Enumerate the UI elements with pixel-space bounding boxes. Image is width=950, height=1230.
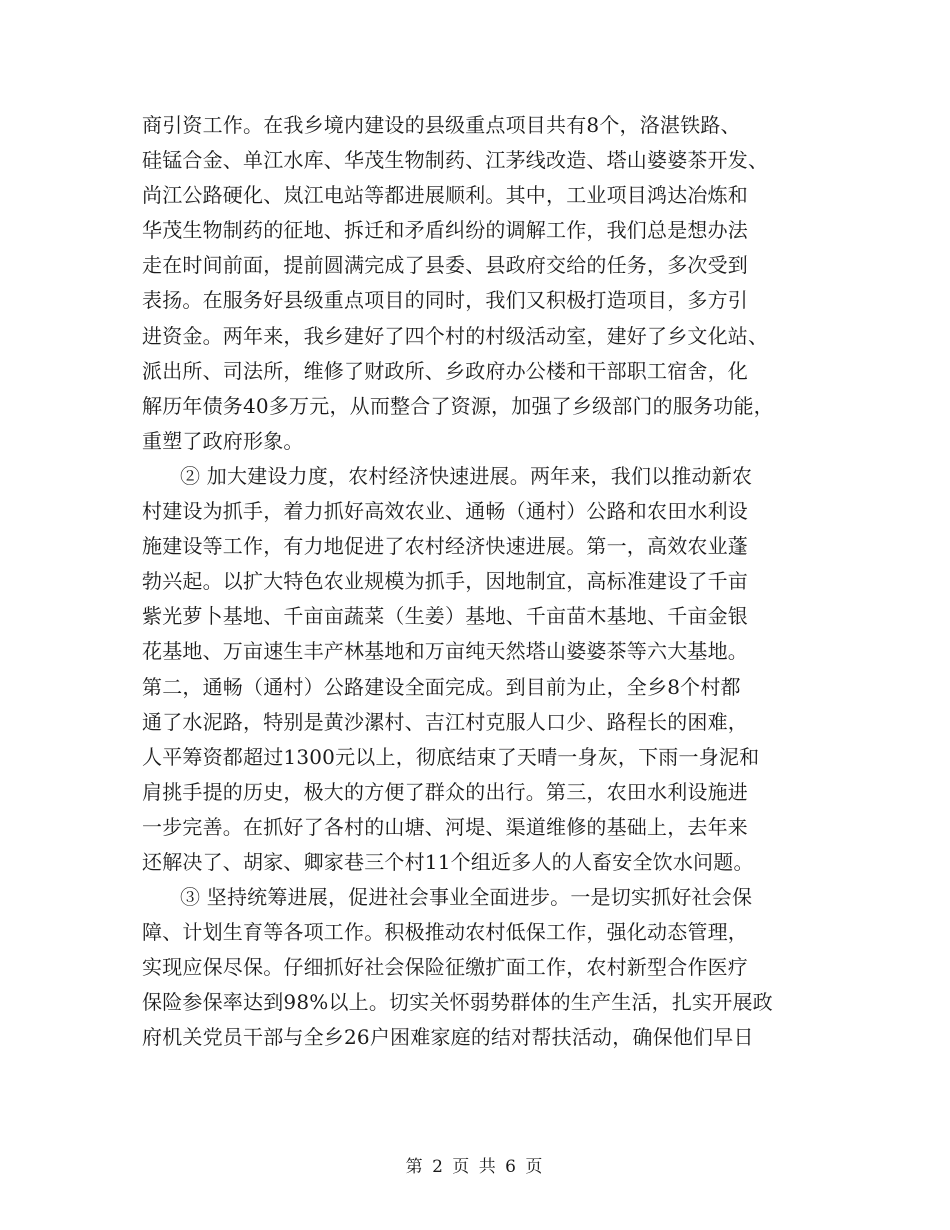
body-text xyxy=(142,108,822,1056)
text-line: 保险参保率达到98%以上。切实关怀弱势群体的生产生活，扎实开展政 xyxy=(142,990,773,1015)
text-line: 勃兴起。以扩大特色农业规模为抓手，因地制宜，高标准建设了千亩 xyxy=(142,569,748,594)
text-line: 肩挑手提的历史，极大的方便了群众的出行。第三，农田水利设施进 xyxy=(142,779,748,804)
text-line: ② 加大建设力度，农村经济快速进展。两年来，我们以推动新农 xyxy=(180,463,753,488)
text-line: 通了水泥路，特别是黄沙漯村、吉江村克服人口少、路程长的困难， xyxy=(142,709,748,734)
text-line: 实现应保尽保。仔细抓好社会保险征缴扩面工作，农村新型合作医疗 xyxy=(142,955,748,980)
text-line: 紫光萝卜基地、千亩亩蔬菜（生姜）基地、千亩苗木基地、千亩金银 xyxy=(142,604,748,629)
text-line: 重塑了政府形象。 xyxy=(142,428,304,453)
text-line: 解历年债务40多万元，从而整合了资源，加强了乡级部门的服务功能， xyxy=(142,393,774,418)
text-line: 派出所、司法所，维修了财政所、乡政府办公楼和干部职工宿舍，化 xyxy=(142,358,748,383)
text-line: ③ 坚持统筹进展，促进社会事业全面进步。一是切实抓好社会保 xyxy=(180,885,753,910)
text-line: 还解决了、胡家、卿家巷三个村11个组近多人的人畜安全饮水问题。 xyxy=(142,849,754,874)
text-line: 进资金。两年来，我乡建好了四个村的村级活动室，建好了乡文化站、 xyxy=(142,323,769,348)
text-line: 硅锰合金、单江水库、华茂生物制药、江茅线改造、塔山婆婆茶开发、 xyxy=(142,148,769,173)
text-line: 走在时间前面，提前圆满完成了县委、县政府交给的任务，多次受到 xyxy=(142,253,748,278)
text-line: 障、计划生育等各项工作。积极推动农村低保工作，强化动态管理， xyxy=(142,920,748,945)
text-line: 人平筹资都超过1300元以上，彻底结束了天晴一身灰，下雨一身泥和 xyxy=(142,744,760,769)
text-line: 花基地、万亩速生丰产林基地和万亩纯天然塔山婆婆茶等六大基地。 xyxy=(142,639,748,664)
text-line: 商引资工作。在我乡境内建设的县级重点项目共有8个，洛湛铁路、 xyxy=(142,113,741,137)
text-line: 施建设等工作，有力地促进了农村经济快速进展。第一，高效农业蓬 xyxy=(142,534,748,559)
text-line: 第二，通畅（通村）公路建设全面完成。到目前为止，全乡8个村都 xyxy=(142,674,741,699)
page-number-footer: 第 2 页 共 6 页 xyxy=(405,1157,545,1177)
text-line: 表扬。在服务好县级重点项目的同时，我们又积极打造项目，多方引 xyxy=(142,288,748,313)
text-line: 村建设为抓手，着力抓好高效农业、通畅（通村）公路和农田水利设 xyxy=(142,499,748,524)
text-line: 尚江公路硬化、岚江电站等都进展顺利。其中，工业项目鸿达冶炼和 xyxy=(142,183,748,208)
text-line: 一步完善。在抓好了各村的山塘、河堤、渠道维修的基础上，去年来 xyxy=(142,814,748,839)
text-line: 华茂生物制药的征地、拆迁和矛盾纠纷的调解工作，我们总是想办法 xyxy=(142,218,748,243)
text-line: 府机关党员干部与全乡26户困难家庭的结对帮扶活动，确保他们早日 xyxy=(142,1025,754,1050)
